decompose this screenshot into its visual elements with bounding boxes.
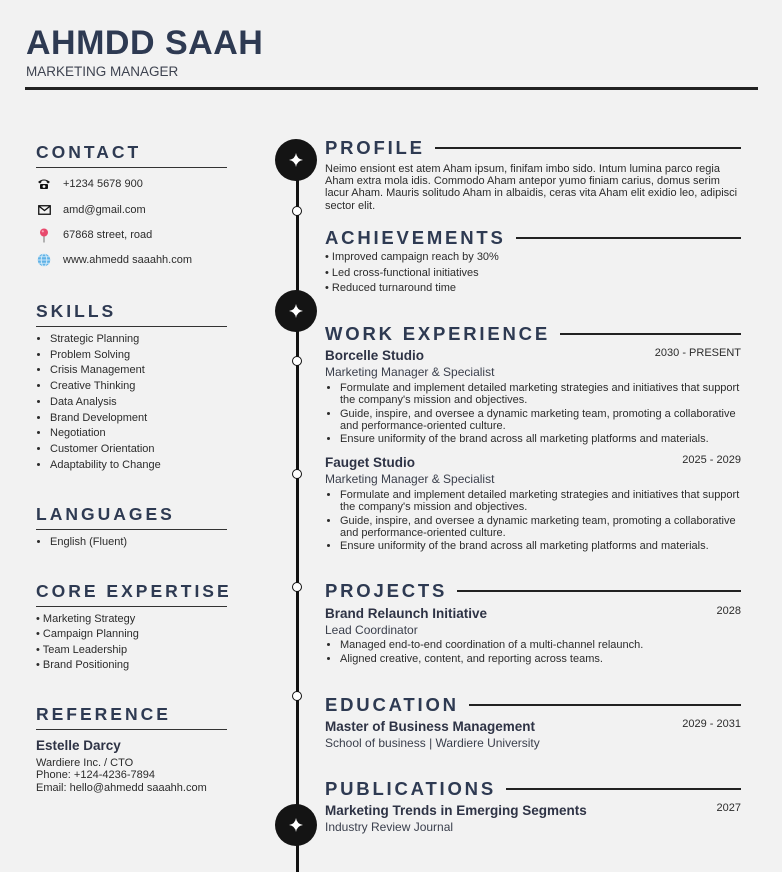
profile-heading-text: PROFILE [325, 137, 425, 158]
project-year: 2028 [716, 605, 741, 617]
work-heading-text: WORK EXPERIENCE [325, 323, 550, 344]
sparkle-icon [289, 153, 303, 167]
core-expertise-list [36, 612, 139, 673]
skill-item: • Strategic Planning [50, 332, 161, 348]
skill-item: • Negotiation [50, 426, 161, 442]
achievement-item: • Improved campaign reach by 30% [325, 251, 499, 263]
expertise-item: • Marketing Strategy [36, 613, 136, 625]
heading-rule [457, 590, 741, 592]
address-text: 67868 street, road [63, 229, 153, 241]
project-bullet: • Managed end-to-end coordination of a multi-channel relaunch. [340, 639, 742, 651]
skills-list [36, 332, 161, 473]
heading-rule [560, 333, 741, 335]
work-experience-heading [325, 323, 741, 345]
languages-divider [36, 529, 227, 530]
mail-icon [36, 203, 52, 217]
job-dates: 2025 - 2029 [682, 454, 741, 466]
contact-address [36, 227, 152, 243]
sparkle-icon [289, 304, 303, 318]
publication-year: 2027 [716, 802, 741, 814]
header-divider [25, 87, 758, 90]
timeline-node-small [292, 582, 302, 592]
job-bullets [325, 382, 742, 447]
job-company: Borcelle Studio [325, 348, 425, 363]
contact-email [36, 202, 146, 218]
skill-item: • Data Analysis [50, 395, 161, 411]
resume-name: AHMDD SAAH [26, 24, 264, 62]
website-text: www.ahmedd saaahh.com [63, 254, 193, 266]
education-heading [325, 694, 741, 716]
achievements-heading-text: ACHIEVEMENTS [325, 227, 506, 248]
reference-email: Email: hello@ahmedd saaahh.com [36, 781, 207, 794]
education-heading-text: EDUCATION [325, 694, 459, 715]
education-dates: 2029 - 2031 [682, 718, 741, 730]
project-role: Lead Coordinator [325, 623, 418, 637]
job-title: MARKETING MANAGER [26, 64, 179, 79]
email-text: amd@gmail.com [63, 204, 146, 216]
heading-rule [469, 704, 741, 706]
location-pin-icon [36, 228, 52, 242]
job-role: Marketing Manager & Specialist [325, 472, 495, 486]
job-bullet: • Ensure uniformity of the brand across all marketing platforms and materials. [340, 540, 742, 552]
job-bullet: • Formulate and implement detailed marketing strategies and initiatives that support the company's mission and objectives. [340, 382, 742, 406]
globe-icon [36, 253, 52, 267]
reference-details [36, 757, 207, 794]
sparkle-icon [289, 818, 303, 832]
job-company: Fauget Studio [325, 455, 415, 470]
language-item: • English (Fluent) [50, 535, 127, 551]
heading-rule [506, 788, 741, 790]
reference-divider [36, 729, 227, 730]
projects-heading-text: PROJECTS [325, 580, 448, 601]
skills-heading: SKILLS [36, 301, 117, 321]
skill-item: • Brand Development [50, 411, 161, 427]
job-bullet: • Formulate and implement detailed marketing strategies and initiatives that support the company's mission and objectives. [340, 489, 742, 513]
expertise-item: • Campaign Planning [36, 628, 139, 641]
expertise-item: • Team Leadership [36, 643, 128, 656]
skill-item: • Problem Solving [50, 348, 161, 364]
skill-item: • Adaptability to Change [50, 458, 161, 474]
languages-list [36, 535, 127, 551]
job-bullet: • Guide, inspire, and oversee a dynamic marketing team, promoting a collaborative and performance-oriented culture. [340, 515, 742, 539]
core-expertise-divider [36, 606, 227, 607]
timeline-node-large [275, 290, 317, 332]
profile-text: Neimo ensiont est atem Aham ipsum, finifam imbo sido. Intum lumina parco regia Aham extra mola idis. Commodo Aham antepor yumo finiam carius, domus serim lacur Aham. Mauris solitudo Aham in albaidis, ceras vita Aham elit exidio leo, adipisci sector elit. [325, 163, 738, 212]
project-bullet: • Aligned creative, content, and reporting across teams. [340, 653, 742, 665]
contact-website [36, 252, 192, 268]
achievement-item: • Led cross-functional initiatives [325, 266, 479, 279]
languages-heading: LANGUAGES [36, 504, 175, 524]
skill-item: • Creative Thinking [50, 379, 161, 395]
projects-heading [325, 580, 741, 602]
phone-icon [36, 177, 52, 191]
contact-heading: CONTACT [36, 142, 142, 162]
contact-divider [36, 167, 227, 168]
reference-org: Wardiere Inc. / CTO [36, 757, 134, 769]
timeline-node-small [292, 469, 302, 479]
project-title: Brand Relaunch Initiative [325, 606, 488, 621]
timeline-node-small [292, 691, 302, 701]
job-bullet: • Ensure uniformity of the brand across all marketing platforms and materials. [340, 433, 742, 445]
reference-name: Estelle Darcy [36, 738, 121, 753]
timeline-node-small [292, 356, 302, 366]
job-role: Marketing Manager & Specialist [325, 365, 495, 379]
publications-heading-text: PUBLICATIONS [325, 778, 496, 799]
timeline-node-small [292, 206, 302, 216]
publications-heading [325, 778, 741, 800]
job-dates: 2030 - PRESENT [654, 347, 741, 359]
contact-phone [36, 176, 143, 192]
reference-heading: REFERENCE [36, 704, 171, 724]
heading-rule [435, 147, 741, 149]
job-bullets [325, 489, 742, 554]
skill-item: • Crisis Management [50, 363, 161, 379]
heading-rule [516, 237, 741, 239]
skill-item: • Customer Orientation [50, 442, 161, 458]
timeline-line [296, 150, 299, 872]
timeline-node-large [275, 139, 317, 181]
project-bullets [325, 639, 742, 666]
phone-text: +1234 5678 900 [63, 178, 143, 190]
education-school: School of business | Wardiere University [325, 736, 540, 750]
education-degree: Master of Business Management [325, 719, 536, 734]
publication-title: Marketing Trends in Emerging Segments [325, 803, 587, 818]
achievements-list [325, 250, 499, 297]
skills-divider [36, 326, 227, 327]
achievement-item: • Reduced turnaround time [325, 282, 457, 294]
job-bullet: • Guide, inspire, and oversee a dynamic marketing team, promoting a collaborative and performance-oriented culture. [340, 408, 742, 432]
expertise-item: • Brand Positioning [36, 658, 130, 671]
reference-phone: Phone: +124-4236-7894 [36, 769, 155, 782]
profile-heading [325, 137, 741, 159]
achievements-heading [325, 227, 741, 249]
publication-venue: Industry Review Journal [325, 820, 454, 834]
core-expertise-heading: CORE EXPERTISE [36, 581, 232, 601]
timeline-node-large [275, 804, 317, 846]
